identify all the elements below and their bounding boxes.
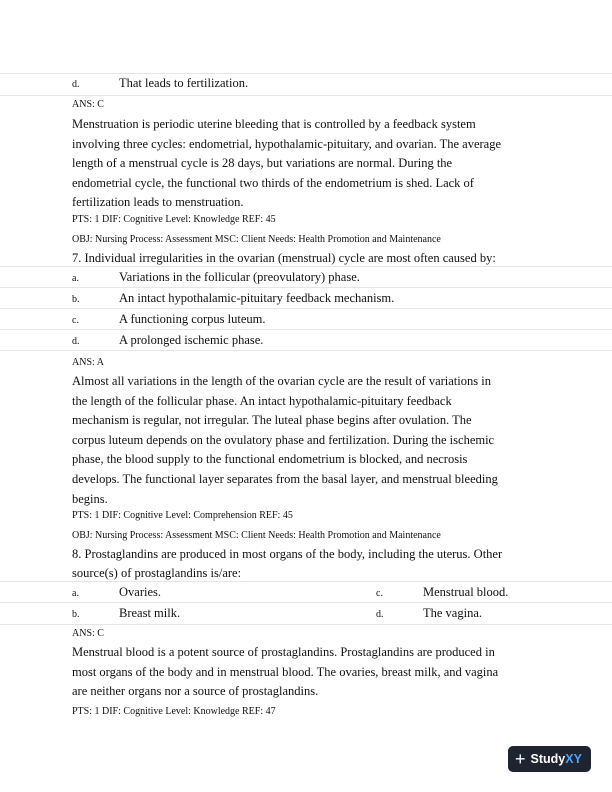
divider: [0, 581, 612, 582]
option-letter: d.: [72, 79, 80, 90]
pts-line: PTS: 1 DIF: Cognitive Level: Comprehension REF: 45: [72, 510, 293, 521]
rationale-line: length of a menstrual cycle is 28 days, but variations are normal. During the: [72, 156, 453, 171]
rationale-line: Menstruation is periodic uterine bleeding that is controlled by a feedback system: [72, 117, 476, 131]
option-text: That leads to fertilization.: [119, 76, 249, 90]
rationale: [72, 372, 498, 509]
stem-line: 8. Prostaglandins are produced in most organs of the body, including the uterus. Other: [72, 547, 503, 561]
option-letter: c.: [72, 315, 79, 326]
divider: [0, 266, 612, 267]
option-text: Breast milk.: [119, 606, 181, 620]
rationale-line: fertilization leads to menstruation.: [72, 195, 244, 210]
rationale-line: are neither organs nor a source of prostaglandins.: [72, 684, 319, 699]
rationale: [72, 643, 498, 702]
divider: [0, 308, 612, 309]
option-letter: b.: [72, 294, 80, 305]
option-letter: a.: [72, 588, 79, 599]
option-text: A functioning corpus luteum.: [119, 312, 266, 326]
studyxy-badge[interactable]: [508, 746, 591, 772]
rationale-line: most organs of the body and in menstrual blood. The ovaries, breast milk, and vagina: [72, 664, 499, 679]
divider: [0, 602, 612, 603]
rationale-line: phase, the blood supply to the functional endometrium is blocked, and necrosis: [72, 452, 468, 467]
option-letter: b.: [72, 609, 80, 620]
divider: [0, 624, 612, 625]
answer-label: ANS: C: [72, 628, 104, 639]
option-text: Variations in the follicular (preovulatory) phase.: [119, 270, 360, 284]
option-text: An intact hypothalamic-pituitary feedback mechanism.: [119, 291, 395, 305]
divider: [0, 95, 612, 96]
rationale-line: Menstrual blood is a potent source of prostaglandins. Prostaglandins are produced in: [72, 645, 495, 659]
divider: [0, 287, 612, 288]
option-text: Ovaries.: [119, 585, 161, 599]
option-text: A prolonged ischemic phase.: [119, 333, 264, 347]
option-text: Menstrual blood.: [423, 585, 509, 599]
brand-logo: StudyXY: [530, 752, 582, 766]
option-letter: d.: [376, 609, 384, 620]
question-stem: [72, 545, 502, 583]
rationale-line: Almost all variations in the length of the ovarian cycle are the result of variations in: [72, 374, 491, 388]
divider: [0, 73, 612, 74]
answer-label: ANS: A: [72, 357, 104, 368]
obj-line: OBJ: Nursing Process: Assessment MSC: Client Needs: Health Promotion and Maintenance: [72, 234, 441, 245]
answer-label: ANS: C: [72, 99, 104, 110]
option-letter: d.: [72, 336, 80, 347]
plus-icon: +: [515, 749, 526, 769]
rationale-line: corpus luteum depends on the ovulatory phase and fertilization. During the ischemic: [72, 432, 495, 447]
divider: [0, 350, 612, 351]
stem-line: source(s) of prostaglandins is/are:: [72, 566, 242, 580]
pts-line: PTS: 1 DIF: Cognitive Level: Knowledge REF: 47: [72, 706, 276, 717]
rationale-line: the length of the follicular phase. An intact hypothalamic-pituitary feedback: [72, 393, 452, 408]
option-letter: a.: [72, 273, 79, 284]
divider: [0, 329, 612, 330]
obj-line: OBJ: Nursing Process: Assessment MSC: Client Needs: Health Promotion and Maintenance: [72, 530, 441, 541]
option-text: The vagina.: [423, 606, 483, 620]
rationale: [72, 115, 501, 213]
rationale-line: begins.: [72, 491, 108, 506]
rationale-line: endometrial cycle, the functional two thirds of the endometrium is shed. Lack of: [72, 175, 474, 190]
rationale-line: involving three cycles: endometrial, hypothalamic-pituitary, and ovarian. The average: [72, 136, 502, 151]
rationale-line: develops. The functional layer separates from the basal layer, and menstrual bleeding: [72, 471, 498, 486]
rationale-line: mechanism is regular, not irregular. The luteal phase begins after ovulation. The: [72, 413, 472, 428]
option-letter: c.: [376, 588, 383, 599]
pts-line: PTS: 1 DIF: Cognitive Level: Knowledge REF: 45: [72, 214, 276, 225]
question-stem: 7. Individual irregularities in the ovarian (menstrual) cycle are most often caused by:: [72, 251, 496, 265]
